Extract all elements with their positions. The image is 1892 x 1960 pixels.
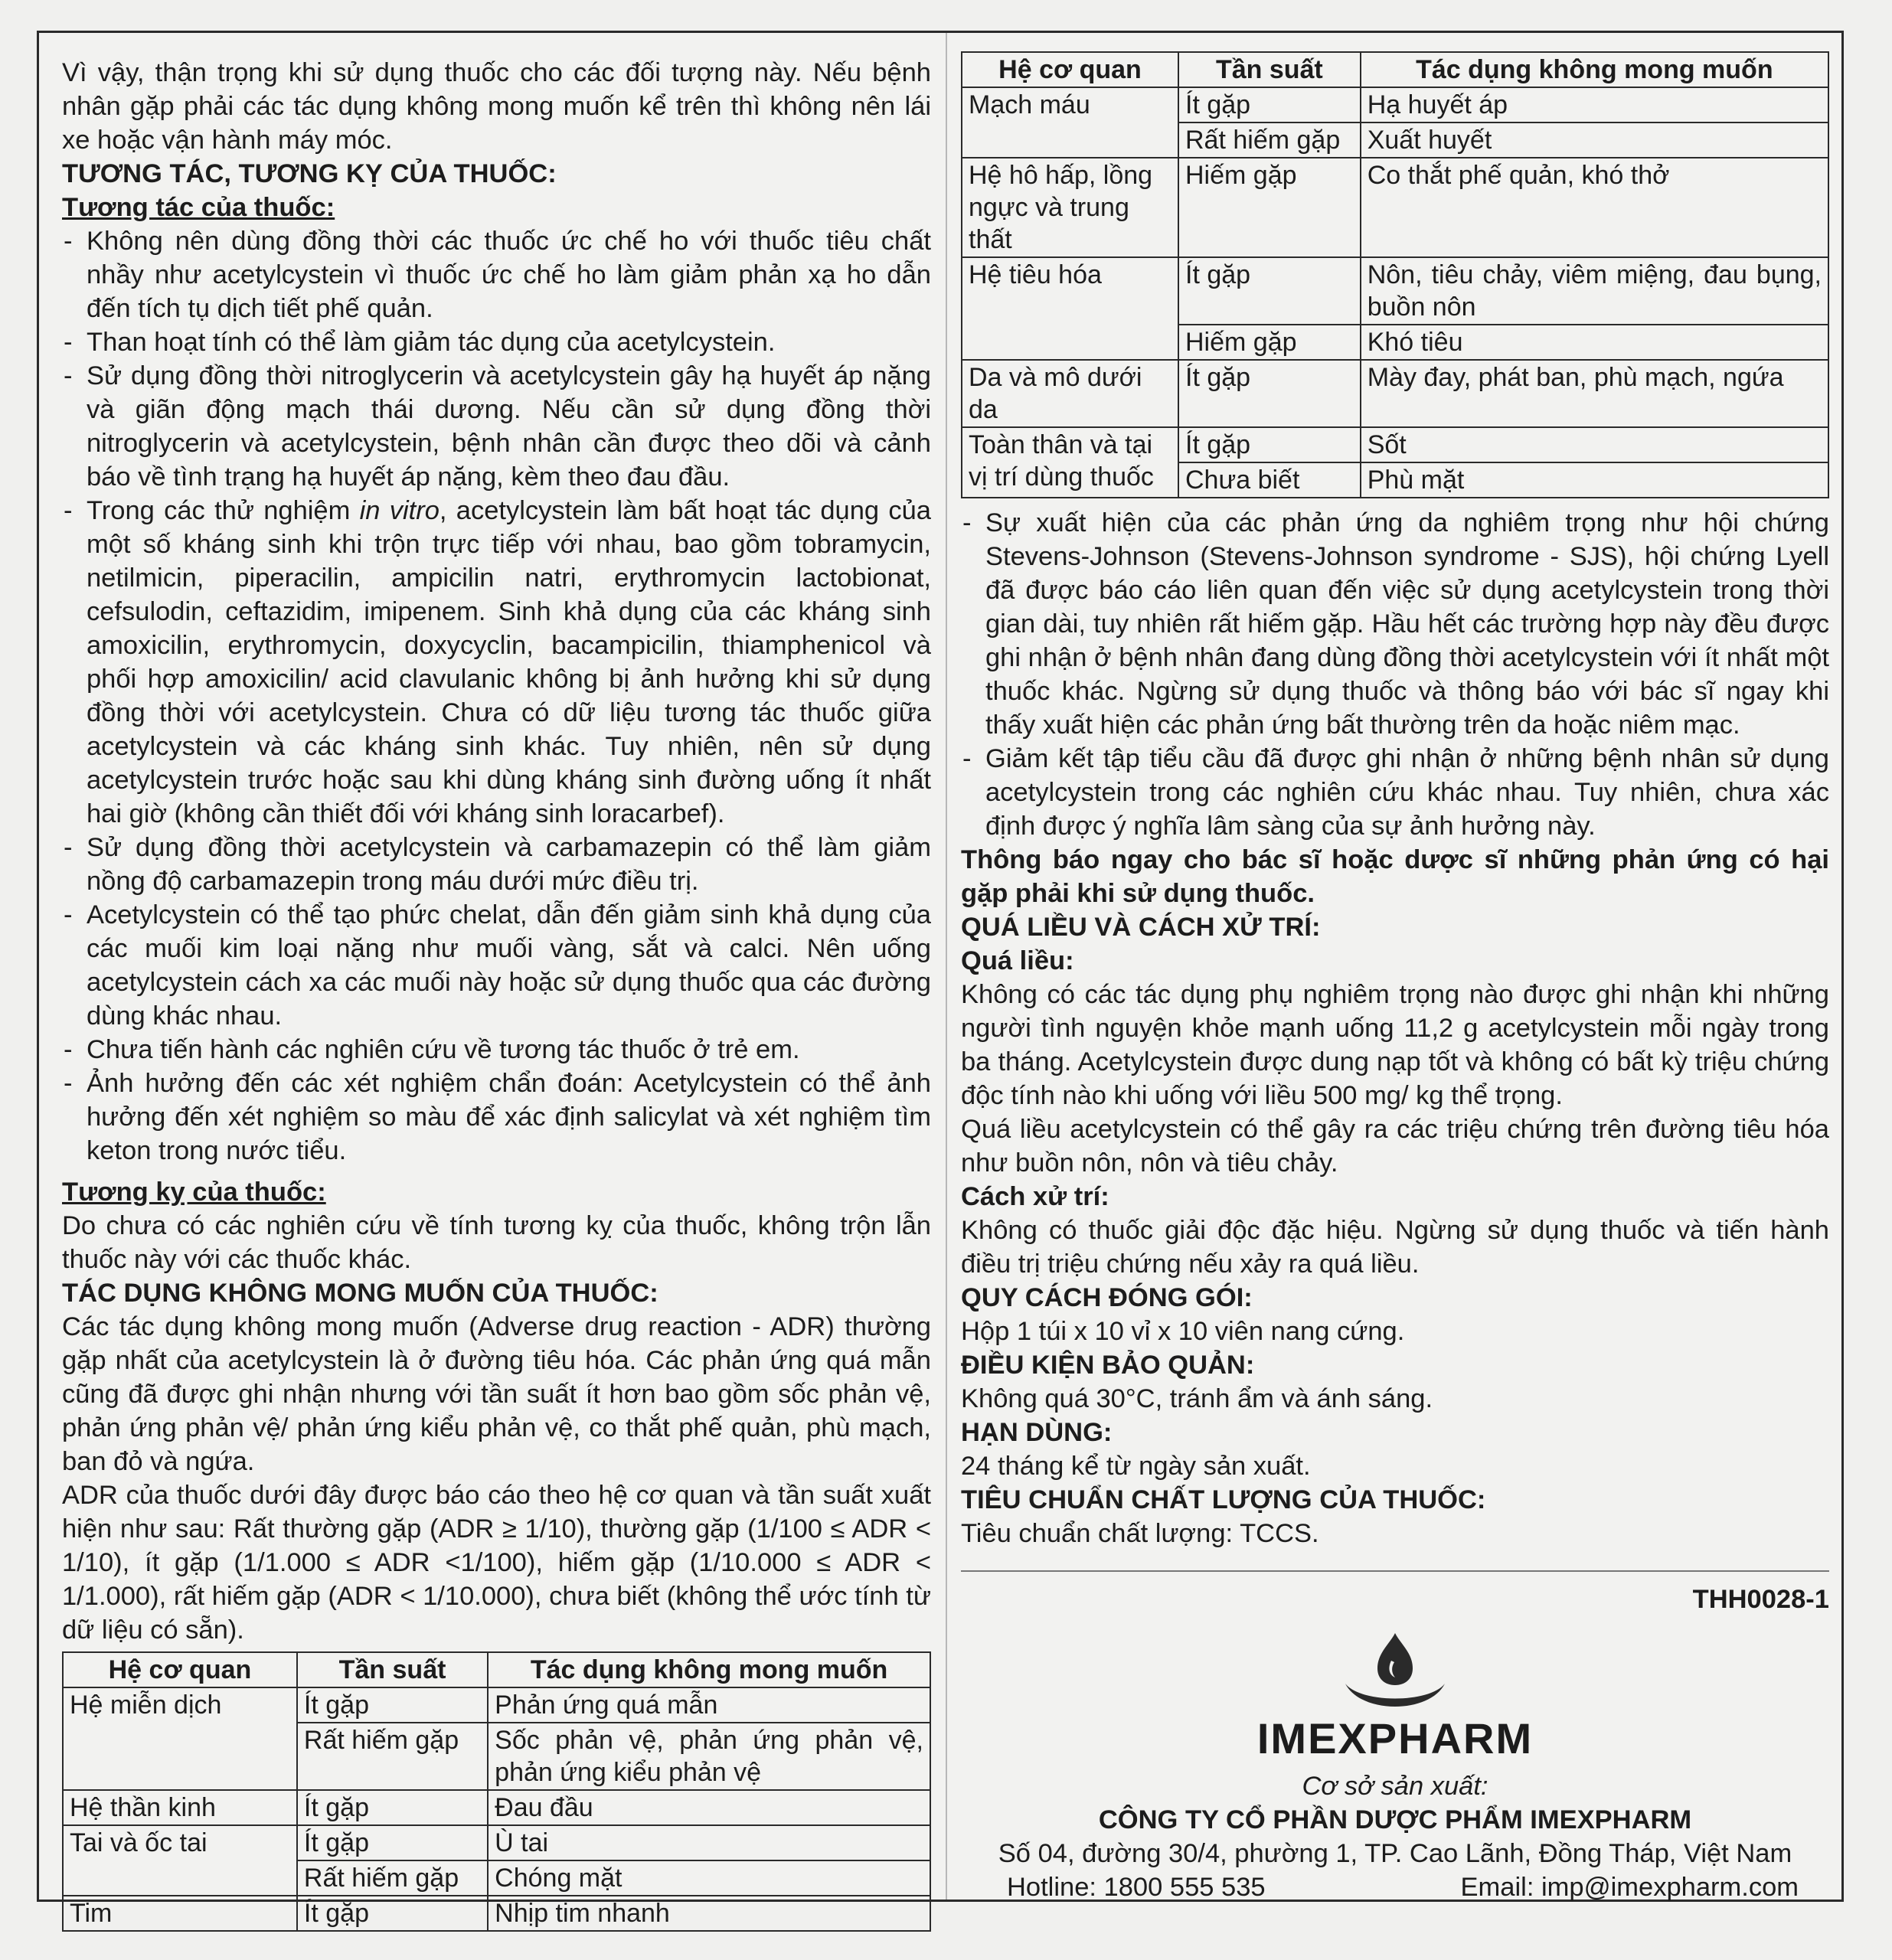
table-cell: Chưa biết [1178,462,1361,498]
table-cell: Đau đầu [488,1790,930,1825]
adr-heading: TÁC DỤNG KHÔNG MONG MUỐN CỦA THUỐC: [62,1279,658,1308]
list-item: - Sử dụng đồng thời acetylcystein và carbamazepin có thể làm giảm nồng độ carbamazepin trong máu dưới mức điều trị. [62,831,931,898]
packing-heading: QUY CÁCH ĐÓNG GÓI: [961,1283,1253,1312]
overdose-paragraph-2: Quá liều acetylcystein có thể gây ra các triệu chứng trên đường tiêu hóa như buồn nôn, nôn và tiêu chảy. [961,1115,1829,1178]
table-row [962,257,1828,325]
company-address: Số 04, đường 30/4, phường 1, TP. Cao Lãnh, Đồng Tháp, Việt Nam [998,1839,1792,1868]
interactions-heading: TƯƠNG TÁC, TƯƠNG KỴ CỦA THUỐC: [62,159,557,188]
email: Email: imp@imexpharm.com [1460,1873,1799,1902]
table-cell: Ít gặp [1178,360,1361,427]
overdose-heading: QUÁ LIỀU VÀ CÁCH XỬ TRÍ: [961,913,1321,942]
contact-row [961,1870,1829,1904]
header-effect: Tác dụng không mong muốn [1361,52,1828,87]
table-cell: Rất hiếm gặp [297,1860,488,1896]
leaflet-page [37,31,1844,1928]
adr-table-left [62,1651,931,1932]
treatment-subheading: Cách xử trí: [961,1182,1109,1211]
table-cell: Toàn thân và tại vị trí dùng thuốc [962,427,1178,498]
list-item: - Than hoạt tính có thể làm giảm tác dụng của acetylcystein. [62,325,931,359]
table-cell: Xuất huyết [1361,122,1828,158]
table-cell: Ít gặp [297,1825,488,1860]
invitro-italic: in vitro [359,496,440,525]
header-effect: Tác dụng không mong muốn [488,1652,930,1687]
adr-frequency-text: ADR của thuốc dưới đây được báo cáo theo hệ cơ quan và tần suất xuất hiện như sau: Rất thường gặp (ADR ≥ 1/10), thường gặp (1/100 ≤ ADR < 1/10), ít gặp (1/1.000 ≤ ADR <1/100), hiếm gặp (1/10.000 ≤ ADR < 1/1.000), rất hiếm gặp (ADR < 1/10.000), chưa biết (không thể ước tính từ dữ liệu có sẵn). [62,1481,931,1645]
document-code: THH0028-1 [1692,1585,1829,1614]
table-cell: Mày đay, phát ban, phù mạch, ngứa [1361,360,1828,427]
storage-heading: ĐIỀU KIỆN BẢO QUẢN: [961,1351,1255,1380]
table-header-row [962,52,1828,87]
table-row [63,1687,930,1723]
packing-text: Hộp 1 túi x 10 vỉ x 10 viên nang cứng. [961,1317,1405,1346]
list-item: - Sử dụng đồng thời nitroglycerin và acetylcystein gây hạ huyết áp nặng và giãn động mạch thái dương. Nếu cần sử dụng đồng thời nitroglycerin và acetylcystein, bệnh nhân cần được theo dõi và cảnh báo về tình trạng hạ huyết áp nặng, kèm theo đau đầu. [62,359,931,494]
list-item: - Không nên dùng đồng thời các thuốc ức chế ho với thuốc tiêu chất nhầy như acetylcystein vì thuốc ức chế ho làm giảm phản xạ ho dẫn đến tích tụ dịch tiết phế quản. [62,224,931,325]
standard-heading: TIÊU CHUẨN CHẤT LƯỢNG CỦA THUỐC: [961,1485,1486,1514]
storage-text: Không quá 30°C, tránh ẩm và ánh sáng. [961,1384,1433,1413]
invitro-prefix: Trong các thử nghiệm [87,496,360,525]
table-cell: Phản ứng quá mẫn [488,1687,930,1723]
table-cell: Sốc phản vệ, phản ứng phản vệ, phản ứng kiểu phản vệ [488,1723,930,1790]
hotline: Hotline: 1800 555 535 [1007,1873,1266,1902]
intro-paragraph: Vì vậy, thận trọng khi sử dụng thuốc cho các đối tượng này. Nếu bệnh nhân gặp phải các tác dụng không mong muốn kể trên thì không nên lái xe hoặc vận hành máy móc. [62,58,931,155]
table-cell: Ít gặp [1178,87,1361,122]
company-name: CÔNG TY CỔ PHẦN DƯỢC PHẨM IMEXPHARM [1098,1805,1692,1834]
list-item: - Sự xuất hiện của các phản ứng da nghiêm trọng như hội chứng Stevens-Johnson (Stevens-Johnson syndrome - SJS), hội chứng Lyell đã được báo cáo liên quan đến việc sử dụng acetylcystein trong thời gian dài, tuy nhiên rất hiếm gặp. Hầu hết các trường hợp này đều được ghi nhận ở bệnh nhân đang dùng đồng thời acetylcystein với ít nhất một thuốc khác. Ngừng sử dụng thuốc và thông báo với bác sĩ ngay khi thấy xuất hiện các phản ứng bất thường trên da hoặc niêm mạc. [961,506,1829,742]
interactions-subheading: Tương tác của thuốc: [62,193,335,222]
report-notice: Thông báo ngay cho bác sĩ hoặc dược sĩ những phản ứng có hại gặp phải khi sử dụng thuốc. [961,845,1829,908]
list-item: - Chưa tiến hành các nghiên cứu về tương tác thuốc ở trẻ em. [62,1033,931,1067]
incompat-text: Do chưa có các nghiên cứu về tính tương kỵ của thuốc, không trộn lẫn thuốc này với các thuốc khác. [62,1211,931,1274]
adr-notes-list [961,506,1829,843]
header-organ: Hệ cơ quan [962,52,1178,87]
expiry-heading: HẠN DÙNG: [961,1418,1113,1447]
header-frequency: Tần suất [297,1652,488,1687]
list-item: - Ảnh hưởng đến các xét nghiệm chẩn đoán: Acetylcystein có thể ảnh hưởng đến xét nghiệm so màu để xác định salicylat và xét nghiệm tìm keton trong nước tiểu. [62,1067,931,1168]
standard-text: Tiêu chuẩn chất lượng: TCCS. [961,1519,1319,1548]
overdose-paragraph-1: Không có các tác dụng phụ nghiêm trọng nào được ghi nhận khi những người tình nguyện khỏe mạnh uống 11,2 g acetylcystein mỗi ngày trong ba tháng. Acetylcystein được dung nạp tốt và không có bất kỳ triệu chứng độc tính nào khi uống với liều 500 mg/ kg thể trọng. [961,980,1829,1110]
table-cell: Ít gặp [297,1896,488,1931]
table-cell: Sốt [1361,427,1828,462]
list-item: - Giảm kết tập tiểu cầu đã được ghi nhận ở những bệnh nhân sử dụng acetylcystein trong các nghiên cứu khác nhau. Tuy nhiên, chưa xác định được ý nghĩa lâm sàng của sự ảnh hưởng này. [961,742,1829,843]
table-cell: Rất hiếm gặp [297,1723,488,1790]
table-row [962,427,1828,462]
expiry-text: 24 tháng kể từ ngày sản xuất. [961,1452,1311,1481]
table-row [63,1790,930,1825]
table-row [962,360,1828,427]
adr-table-right [961,51,1829,498]
table-cell: Hệ hô hấp, lồng ngực và trung thất [962,158,1178,257]
table-cell: Hệ miễn dịch [63,1687,297,1790]
header-frequency: Tần suất [1178,52,1361,87]
table-cell: Khó tiêu [1361,325,1828,360]
company-logo-block [961,1630,1829,1763]
right-column [961,51,1829,1904]
section-separator [961,1570,1829,1572]
adr-text: Các tác dụng không mong muốn (Adverse drug reaction - ADR) thường gặp nhất của acetylcystein là ở đường tiêu hóa. Các phản ứng quá mẫn cũng đã được ghi nhận nhưng với tần suất ít hơn bao gồm sốc phản vệ, phản ứng phản vệ/ phản ứng kiểu phản vệ, co thắt phế quản, phù mạch, ban đỏ và ngứa. [62,1312,931,1476]
table-cell: Hiếm gặp [1178,158,1361,257]
table-cell: Mạch máu [962,87,1178,158]
table-row [63,1896,930,1931]
table-cell: Tai và ốc tai [63,1825,297,1896]
brand-name: IMEXPHARM [1256,1714,1534,1762]
table-cell: Ít gặp [297,1790,488,1825]
table-cell: Ít gặp [1178,427,1361,462]
invitro-rest: , acetylcystein làm bất hoạt tác dụng của một số kháng sinh khi trộn trực tiếp với nhau, bao gồm tobramycin, netilmicin, piperacilin, ampicilin natri, erythromycin lactobionat, cefsulodin, ceftazidim, imipenem. Sinh khả dụng của các kháng sinh amoxicilin, erythromycin, doxycyclin, bacampicilin, thiamphenicol và phối hợp amoxicilin/ acid clavulanic không bị ảnh hưởng khi sử dụng đồng thời với acetylcystein. Chưa có dữ liệu tương tác thuốc giữa acetylcystein và các kháng sinh khác. Tuy nhiên, nên sử dụng acetylcystein trước hoặc sau khi dùng kháng sinh đường uống ít nhất hai giờ (không cần thiết đối với kháng sinh loracarbef). [87,496,931,828]
table-cell: Hệ thần kinh [63,1790,297,1825]
table-row [962,158,1828,257]
overdose-subheading: Quá liều: [961,946,1074,975]
table-cell: Rất hiếm gặp [1178,122,1361,158]
table-cell: Nôn, tiêu chảy, viêm miệng, đau bụng, buồn nôn [1361,257,1828,325]
header-organ: Hệ cơ quan [63,1652,297,1687]
table-cell: Hiếm gặp [1178,325,1361,360]
treatment-text: Không có thuốc giải độc đặc hiệu. Ngừng sử dụng thuốc và tiến hành điều trị triệu chứng nếu xảy ra quá liều. [961,1216,1829,1279]
table-row [63,1825,930,1860]
list-item: - Acetylcystein có thể tạo phức chelat, dẫn đến giảm sinh khả dụng của các muối kim loại nặng như muối vàng, sắt và calci. Nên uống acetylcystein cách xa các muối này hoặc sử dụng thuốc qua các đường dùng khác nhau. [62,898,931,1033]
table-cell: Tim [63,1896,297,1931]
table-cell: Co thắt phế quản, khó thở [1361,158,1828,257]
table-cell: Nhịp tim nhanh [488,1896,930,1931]
manufacturer-label: Cơ sở sản xuất: [1302,1772,1488,1801]
table-header-row [63,1652,930,1687]
table-cell: Hệ tiêu hóa [962,257,1178,360]
table-row [962,87,1828,122]
table-cell: Ù tai [488,1825,930,1860]
column-divider [946,33,947,1900]
table-cell: Hạ huyết áp [1361,87,1828,122]
table-cell: Chóng mặt [488,1860,930,1896]
table-cell: Ít gặp [297,1687,488,1723]
list-item [62,494,931,831]
table-cell: Da và mô dưới da [962,360,1178,427]
table-cell: Ít gặp [1178,257,1361,325]
table-cell: Phù mặt [1361,462,1828,498]
interactions-list [62,224,931,1168]
imexpharm-logo-icon [1338,1630,1452,1714]
incompat-subheading: Tương kỵ của thuốc: [62,1178,326,1207]
left-column [62,56,931,1932]
